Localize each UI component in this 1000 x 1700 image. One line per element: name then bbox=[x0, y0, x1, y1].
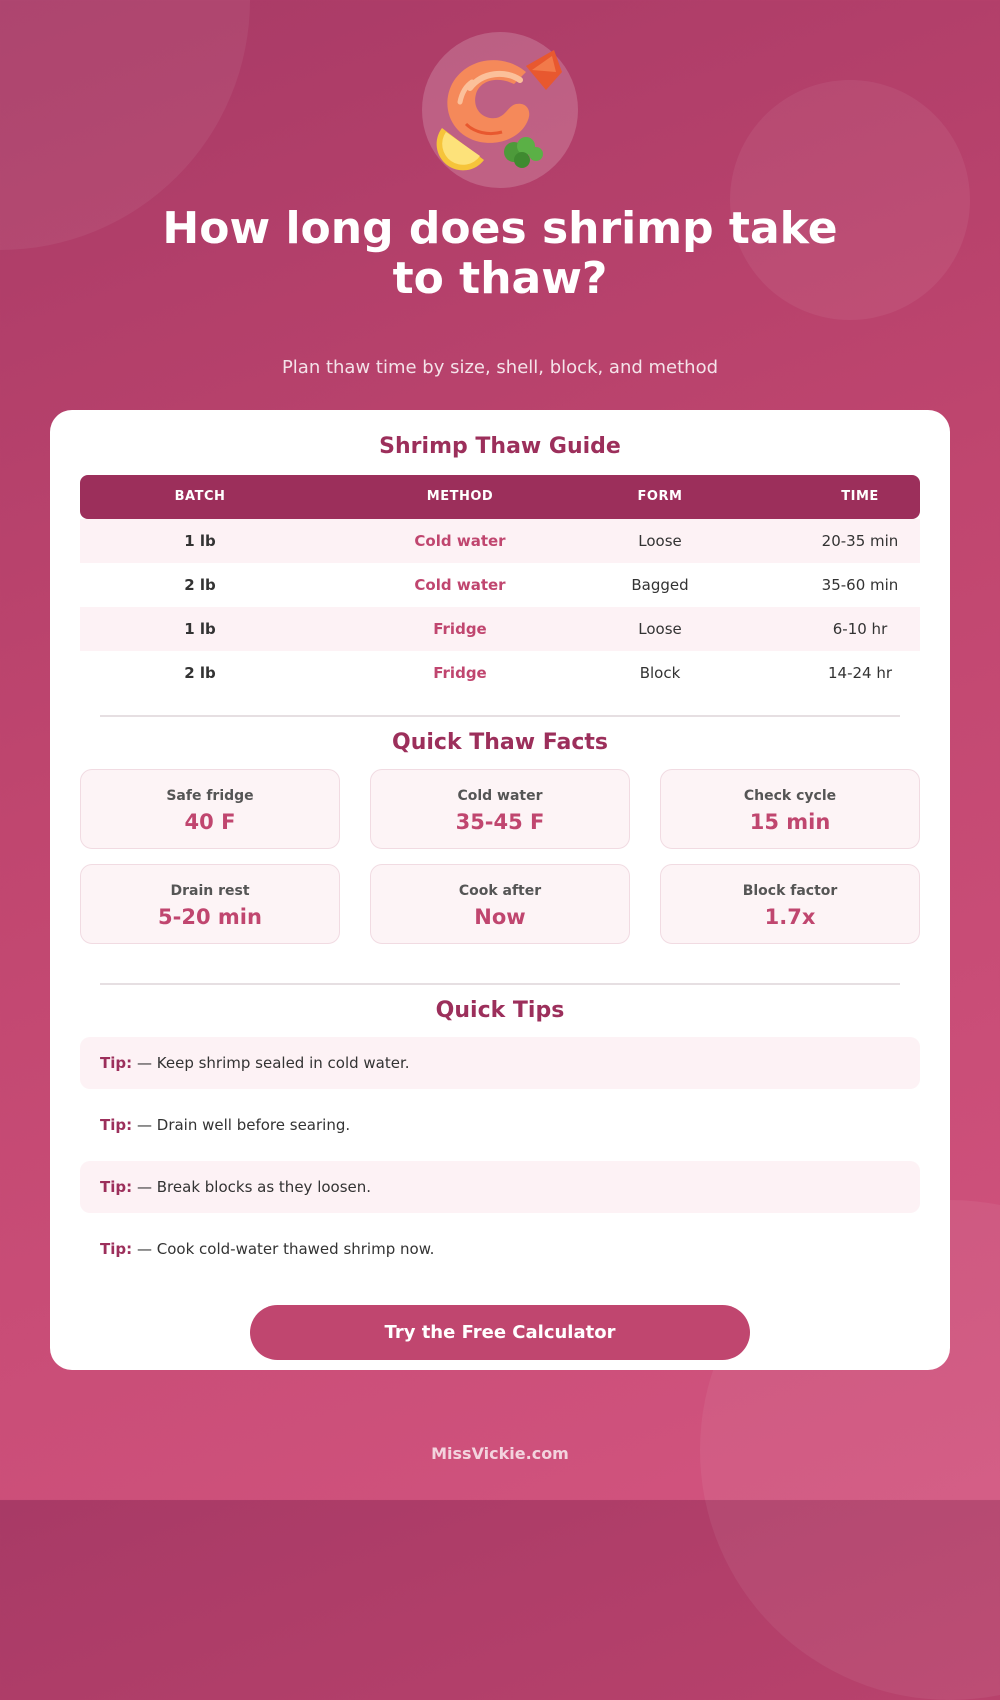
fact-card bbox=[660, 864, 920, 944]
page-subtitle: Plan thaw time by size, shell, block, and method bbox=[281, 357, 719, 378]
column-header-batch: BATCH bbox=[174, 489, 226, 504]
fact-card bbox=[660, 769, 920, 849]
free-calculator-button[interactable]: Try the Free Calculator bbox=[250, 1305, 750, 1360]
time-cell: 6-10 hr bbox=[832, 620, 888, 638]
facts-title: Quick Thaw Facts bbox=[392, 730, 608, 755]
form-cell: Block bbox=[639, 664, 681, 682]
fact-value: 5-20 min bbox=[158, 905, 262, 929]
form-cell: Bagged bbox=[631, 576, 689, 594]
fact-label: Cold water bbox=[457, 788, 543, 804]
tip-item bbox=[80, 1099, 920, 1151]
tip-label: Tip: bbox=[100, 1178, 133, 1196]
fact-value: 15 min bbox=[749, 810, 831, 834]
content-card bbox=[50, 410, 950, 1370]
time-cell: 35-60 min bbox=[821, 576, 899, 594]
fact-label: Cook after bbox=[458, 883, 542, 899]
method-cell: Cold water bbox=[414, 532, 506, 550]
column-header-time: TIME bbox=[841, 489, 879, 504]
batch-cell: 1 lb bbox=[184, 532, 216, 550]
fact-label: Drain rest bbox=[170, 883, 250, 899]
tips-title: Quick Tips bbox=[435, 998, 565, 1023]
fact-card bbox=[370, 864, 630, 944]
footer-brand: MissVickie.com bbox=[431, 1444, 569, 1463]
fact-label: Safe fridge bbox=[166, 788, 254, 804]
tip-item bbox=[80, 1223, 920, 1275]
fact-value: Now bbox=[474, 905, 526, 929]
tip-item bbox=[80, 1161, 920, 1213]
fact-card bbox=[370, 769, 630, 849]
method-cell: Fridge bbox=[433, 664, 487, 682]
table-row bbox=[80, 519, 920, 563]
column-header-method: METHOD bbox=[426, 489, 494, 504]
table-row bbox=[80, 651, 920, 695]
batch-cell: 2 lb bbox=[184, 664, 216, 682]
fact-label: Block factor bbox=[742, 883, 838, 899]
method-cell: Fridge bbox=[433, 620, 487, 638]
shrimp-icon bbox=[422, 32, 578, 188]
table-header bbox=[80, 475, 920, 519]
batch-cell: 1 lb bbox=[184, 620, 216, 638]
fact-value: 1.7x bbox=[764, 905, 816, 929]
fact-value: 35-45 F bbox=[455, 810, 545, 834]
guide-title: Shrimp Thaw Guide bbox=[379, 434, 621, 459]
form-cell: Loose bbox=[638, 532, 682, 550]
time-cell: 20-35 min bbox=[821, 532, 899, 550]
tip-text: — Keep shrimp sealed in cold water. bbox=[137, 1054, 410, 1072]
form-cell: Loose bbox=[638, 620, 682, 638]
fact-label: Check cycle bbox=[743, 788, 837, 804]
tip-text: — Cook cold-water thawed shrimp now. bbox=[137, 1240, 435, 1258]
fact-value: 40 F bbox=[184, 810, 236, 834]
tip-label: Tip: bbox=[100, 1240, 133, 1258]
column-header-form: FORM bbox=[637, 489, 683, 504]
section-divider bbox=[100, 715, 900, 717]
tip-text: — Break blocks as they loosen. bbox=[137, 1178, 372, 1196]
tip-item bbox=[80, 1037, 920, 1089]
tip-text: — Drain well before searing. bbox=[137, 1116, 351, 1134]
table-row bbox=[80, 607, 920, 651]
tip-label: Tip: bbox=[100, 1116, 133, 1134]
section-divider bbox=[100, 983, 900, 985]
batch-cell: 2 lb bbox=[184, 576, 216, 594]
page-title: How long does shrimp take to thaw? bbox=[162, 203, 838, 304]
fact-card bbox=[80, 864, 340, 944]
fact-card bbox=[80, 769, 340, 849]
table-row bbox=[80, 563, 920, 607]
tip-label: Tip: bbox=[100, 1054, 133, 1072]
time-cell: 14-24 hr bbox=[827, 664, 893, 682]
method-cell: Cold water bbox=[414, 576, 506, 594]
